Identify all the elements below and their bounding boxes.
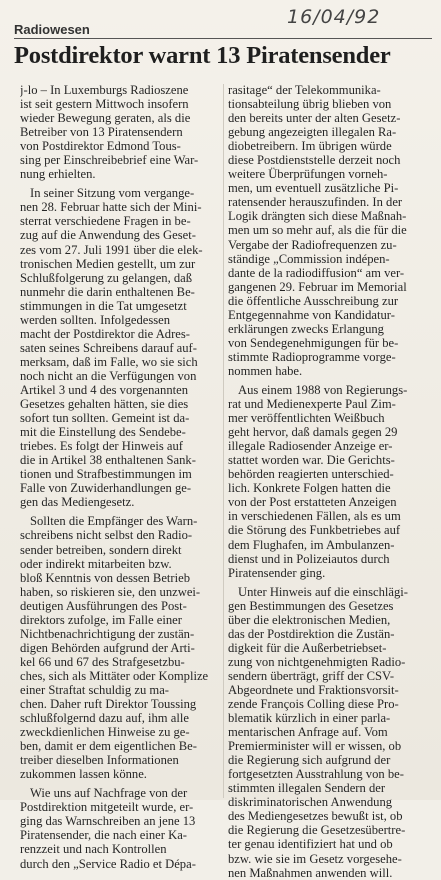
article-line: Aus einem 1988 von Regierungs- (238, 382, 408, 397)
article-paragraph (20, 514, 220, 781)
article-line: Gesetzes gehalten hätten, sie dies (20, 397, 189, 412)
article-column-left (20, 83, 220, 871)
article-line: tronischen Medien gestellt, um zur (20, 256, 196, 271)
article-line: Falle von Zuwiderhandlungen ge- (20, 481, 192, 496)
article-column-right (228, 83, 432, 880)
article-line: oder indirekt mitarbeiten bzw. (20, 556, 172, 571)
article-line: durch den „Service Radio et Dépa- (20, 856, 196, 871)
article-line: mit die Einstellung des Sendebe- (20, 425, 186, 440)
article-line: ging das Warnschreiben an jene 13 (20, 814, 196, 829)
article-line: blematik kürzlich in einer parla- (228, 711, 391, 726)
article-line: diskriminatorischen Anwendung (228, 795, 393, 810)
article-line: deutigen Ausführungen des Post- (20, 598, 187, 613)
article-line: rasitage“ der Telekommunika- (228, 83, 381, 97)
article-line: dem Flughafen, im Ambulanzen- (228, 537, 395, 552)
article-line: Nichtbenachrichtigung der zustän- (20, 626, 195, 641)
article-line: zweckdienlichen Hinweise zu ge- (20, 725, 190, 740)
article-line: Wie uns auf Nachfrage von der (30, 786, 188, 801)
article-line: chen. Daher ruft Direktor Toussing (20, 697, 197, 712)
article-line: Artikel 3 und 4 des vorgenannten (20, 382, 188, 397)
article-line: ist seit gestern Mittwoch insofern (20, 97, 189, 112)
article-paragraph (20, 786, 220, 870)
article-line: direktors zufolge, im Falle einer (20, 612, 182, 627)
article-line: behörden reagierten unterschied- (228, 467, 394, 482)
article-paragraph (228, 383, 432, 580)
article-line: men, um eventuell zusätzliche Pi- (228, 181, 399, 196)
article-line: sing per Einschreibebrief eine War- (20, 153, 199, 168)
article-line: Premierminister will er wissen, ob (228, 739, 402, 754)
article-line: Unter Hinweis auf die einschlägi- (238, 584, 408, 599)
article-line: sterrat verschiedene Fragen in be- (20, 214, 191, 229)
article-paragraph (20, 83, 220, 181)
article-line: merksam, daß im Falle, wo sie sich (20, 354, 198, 369)
article-line: Piratensender, die nach einer Ka- (20, 828, 187, 843)
headline: Postdirektor warnt 13 Piratensender (14, 42, 391, 69)
article-line: mer veröffentlichten Weißbuch (228, 411, 385, 426)
article-line: stimmungen in die Tat umgesetzt (20, 298, 187, 313)
article-line: illegale Radiosender Anzeige er- (228, 439, 393, 454)
article-line: noch nicht an die Verfügungen von (20, 368, 197, 383)
article-line: sendern überträgt, griff der CSV- (228, 668, 395, 683)
article-line: die öffentliche Ausschreibung zur (228, 293, 399, 308)
article-line: nommen habe. (228, 363, 303, 378)
article-line: über die elektronischen Medien, (228, 612, 391, 627)
article-line: saten seines Schreibens darauf auf- (20, 340, 197, 355)
article-line: gangenen 29. Februar im Memorial (228, 279, 407, 294)
article-line: die Regierung sich aufgrund der (228, 753, 391, 768)
article-line: zug auf die Anwendung des Geset- (20, 228, 196, 243)
section-label: Radiowesen (14, 22, 90, 37)
article-line: ständige „Commission indépen- (228, 251, 390, 266)
article-line: von Postdirektor Edmond Tous- (20, 139, 181, 154)
article-line: nung erhielten. (20, 167, 96, 182)
section-rule (14, 38, 432, 39)
article-line: diese Postdienststelle derzeit noch (228, 153, 401, 168)
article-paragraph (228, 83, 432, 378)
article-line: ratensender herauszufinden. In der (228, 195, 403, 210)
article-line: men um so mehr auf, als die für die (228, 223, 407, 238)
article-line: zende François Colling diese Pro- (228, 697, 399, 712)
article-line: des Mediengesetzes bewußt ist, ob (228, 809, 403, 824)
article-line: bloß Kenntnis von dessen Betrieb (20, 570, 190, 585)
article-line: rat und Medienexperte Paul Zim- (228, 397, 396, 412)
article-line: bzw. wie sie im Gesetz vorgesehe- (228, 851, 402, 866)
article-line: haben, so riskieren sie, den unzwei- (20, 584, 201, 599)
article-line: Betreiber von 13 Piratensendern (20, 125, 183, 140)
article-line: tionen und Strafbestimmungen im (20, 467, 192, 482)
article-line: wieder Bewegung geraten, als die (20, 111, 191, 126)
article-line: triebes. Es folgt der Hinweis auf (20, 439, 183, 454)
article-line: dante de la radiodiffusion“ am ver- (228, 265, 405, 280)
article-line: nen Maßnahmen anwenden will. (228, 865, 393, 880)
article-line: mentarischen Anfrage auf. Vom (228, 725, 388, 740)
article-line: von Sendegenehmigungen für be- (228, 335, 399, 350)
article-line: digkeit für die Außerbetriebset- (228, 640, 387, 655)
article-paragraph (20, 186, 220, 509)
article-line: weitere Überprüfungen vorneh- (228, 167, 388, 182)
article-line: die Störung des Funkbetriebes auf (228, 523, 401, 538)
article-line: In seiner Sitzung vom vergange- (30, 186, 195, 201)
article-line: schreibens nicht selbst den Radio- (20, 528, 193, 543)
article-line: Piratensender ging. (228, 565, 326, 580)
article-line: nen 28. Februar hatte sich der Mini- (20, 200, 202, 215)
article-line: zukommen lassen könne. (20, 767, 147, 782)
article-line: stattet worden war. Die Gerichts- (228, 453, 395, 468)
article-line: geht hervor, daß damals gegen 29 (228, 425, 398, 440)
handwritten-date: 16/04/92 (287, 6, 381, 28)
article-line: erklärungen zwecks Erlangung (228, 321, 384, 336)
article-line: ter genau identifiziert hat und ob (228, 837, 393, 852)
article-line: Schlußfolgerung zu gelangen, daß (20, 270, 193, 285)
article-line: das der Postdirektion die Zustän- (228, 626, 395, 641)
article-paragraph (228, 585, 432, 880)
article-line: digen Behörden aufgrund der Arti- (20, 640, 195, 655)
article-line: die Regierung die Gesetzesübertre- (228, 823, 406, 838)
article-line: stimmten illegalen Sendern der (228, 781, 386, 796)
article-line: tionsabteilung übrig blieben von (228, 97, 392, 112)
article-line: Entgegennahme von Kandidatur- (228, 307, 395, 322)
article-line: fortgesetzten Ausstrahlung von be- (228, 767, 404, 782)
article-line: zes vom 27. Juli 1991 über die elek- (20, 242, 203, 257)
article-line: j-lo – In Luxemburgs Radioszene (20, 83, 189, 97)
article-line: in verschiedenen Fällen, als es um (228, 509, 401, 524)
article-line: Abgeordnete und Fraktionsvorsit- (228, 682, 399, 697)
article-line: ches, sich als Mittäter oder Komplize (20, 668, 209, 683)
article-line: Sollten die Empfänger des Warn- (30, 514, 198, 529)
article-line: macht der Postdirektor die Adres- (20, 326, 190, 341)
article-line: gen das Mediengesetz. (20, 495, 135, 510)
article-line: renzzeit und nach Kontrollen (20, 842, 167, 857)
article-line: stimmte Radioprogramme vorge- (228, 349, 396, 364)
article-line: den bereits unter der alten Gesetz- (228, 111, 401, 126)
article-line: die in Artikel 38 enthaltenen Sank- (20, 453, 196, 468)
article-line: schlußfolgernd dazu auf, ihm alle (20, 711, 189, 726)
article-line: nunmehr die darin enthaltenen Be- (20, 284, 195, 299)
article-line: sender betreiben, sondern direkt (20, 542, 182, 557)
article-line: zung von nichtgenehmigten Radio- (228, 654, 406, 669)
article-line: treiber dieselben Informationen (20, 753, 179, 768)
article-line: dienst und in Polizeiautos durch (228, 551, 390, 566)
article-line: sofort tun sollten. Gemeint ist da- (20, 411, 190, 426)
article-line: Logik drängten sich diese Maßnah- (228, 209, 407, 224)
article-line: lich. Konkrete Folgen hatten die (228, 481, 391, 496)
article-line: ben, damit er dem eigentlichen Be- (20, 739, 197, 754)
article-line: kel 66 und 67 des Strafgesetzbu- (20, 654, 185, 669)
article-line: einer Straftat schuldig zu ma- (20, 682, 169, 697)
article-line: werden sollten. Infolgedessen (20, 312, 171, 327)
article-line: gebung angezeigten illegalen Ra- (228, 125, 397, 140)
article-line: diobetreibern. Im übrigen würde (228, 139, 392, 154)
column-divider (223, 84, 224, 798)
article-line: Postdirektion mitgeteilt wurde, er- (20, 800, 194, 815)
article-line: gen Bestimmungen des Gesetzes (228, 598, 394, 613)
article-line: Vergabe der Radiofrequenzen zu- (228, 237, 397, 252)
article-line: von der Post erstatteten Anzeigen (228, 495, 397, 510)
